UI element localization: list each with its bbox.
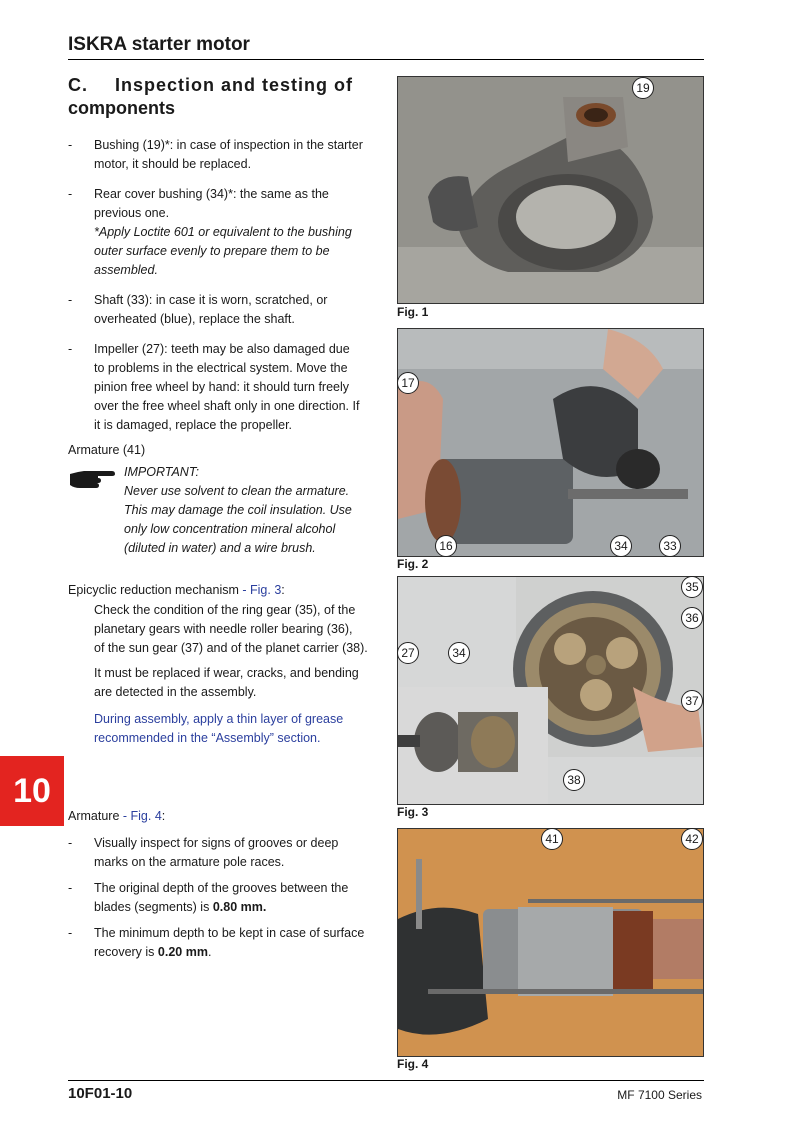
figure-2-photo (397, 328, 704, 557)
callout-17: 17 (397, 372, 419, 394)
epicyclic-paragraph-3 (94, 710, 376, 748)
bullet-dash: - (68, 836, 73, 850)
epicyclic-paragraph-1 (94, 601, 376, 658)
starter-housing-illustration (398, 77, 703, 303)
text-line: This may damage the coil insulation. Use (124, 503, 352, 517)
callout-27: 27 (397, 642, 419, 664)
text-span: recovery is (94, 945, 158, 959)
callout-34: 34 (610, 535, 632, 557)
text-line (94, 943, 376, 962)
callout-38: 38 (563, 769, 585, 791)
important-title: IMPORTANT: (124, 465, 199, 479)
starter-motor-illustration (398, 329, 703, 556)
bullet-shaft (94, 291, 376, 329)
text-line: pinion free wheel by hand: it should turn freely (94, 380, 350, 394)
bullet-minimum-depth (94, 924, 376, 962)
text-span: blades (segments) is (94, 900, 213, 914)
fig4-reference-link[interactable]: - Fig. 4 (119, 809, 162, 823)
armature-heading: Armature (41) (68, 443, 146, 457)
bullet-dash: - (68, 342, 73, 356)
callout-19: 19 (632, 77, 654, 99)
text-line: outer surface evenly to prepare them to be (94, 244, 330, 258)
text-line: it is damaged, replace the propeller. (94, 418, 293, 432)
fig3-reference-link[interactable]: - Fig. 3 (238, 583, 282, 597)
figure-1-caption: Fig. 1 (397, 305, 429, 319)
callout-37: 37 (681, 690, 703, 712)
epicyclic-paragraph-2 (94, 664, 376, 702)
bullet-impeller (94, 340, 376, 435)
pointing-hand-icon (68, 468, 116, 490)
text-line: marks on the armature pole races. (94, 855, 285, 869)
text-line: recommended in the “Assembly” section. (94, 731, 321, 745)
depth-value: 0.20 mm (157, 945, 208, 959)
text-line: only low concentration mineral alcohol (124, 522, 336, 536)
text-line: to problems in the electrical system. Move the (94, 361, 348, 375)
armature-fig4-heading (68, 807, 368, 826)
section-title-line2: components (68, 98, 176, 118)
text-line: Impeller (27): teeth may be also damaged due (94, 342, 350, 356)
figure-3-caption: Fig. 3 (397, 805, 429, 819)
bullet-dash: - (68, 293, 73, 307)
text-line: of the sun gear (37) and of the planet carrier (38). (94, 641, 368, 655)
callout-33: 33 (659, 535, 681, 557)
text-line: Visually inspect for signs of grooves or deep (94, 836, 339, 850)
callout-42: 42 (681, 828, 703, 850)
text-line: Shaft (33): in case it is worn, scratched, or (94, 293, 328, 307)
text-line: The original depth of the grooves between the (94, 881, 349, 895)
text-line (94, 898, 376, 917)
text-line: *Apply Loctite 601 or equivalent to the bushing (94, 225, 352, 239)
figure-4-photo (397, 828, 704, 1057)
footer-series: MF 7100 Series (617, 1088, 702, 1102)
text-line: overheated (blue), replace the shaft. (94, 312, 295, 326)
text-span: . (207, 945, 212, 959)
text-line: The minimum depth to be kept in case of surface (94, 926, 365, 940)
text-line: previous one. (94, 206, 170, 220)
text-line: Check the condition of the ring gear (35), of the (94, 603, 356, 617)
epicyclic-heading (68, 581, 378, 600)
text-line: (diluted in water) and a wire brush. (124, 541, 316, 555)
important-block (124, 463, 376, 558)
figure-3-photo (397, 576, 704, 805)
footer-page-code: 10F01-10 (68, 1085, 133, 1102)
section-title (68, 74, 376, 120)
text-line: During assembly, apply a thin layer of grease (94, 712, 344, 726)
callout-34: 34 (448, 642, 470, 664)
bullet-dash: - (68, 926, 73, 940)
figure-4-caption: Fig. 4 (397, 1057, 429, 1071)
heading-text: Epicyclic reduction mechanism (68, 583, 239, 597)
text-line: motor, it should be replaced. (94, 157, 252, 171)
bullet-dash: - (68, 881, 73, 895)
page-header-title: ISKRA starter motor (68, 34, 250, 55)
section-title-line1: Inspection and testing of (115, 75, 354, 95)
text-line: Rear cover bushing (34)*: the same as the (94, 187, 329, 201)
bullet-dash: - (68, 187, 73, 201)
figure-2-caption: Fig. 2 (397, 557, 429, 571)
header-rule (68, 59, 704, 60)
text-line: are detected in the assembly. (94, 685, 257, 699)
text-line: over the free wheel shaft only in one direction. If (94, 399, 360, 413)
text-line: Never use solvent to clean the armature. (124, 484, 350, 498)
callout-41: 41 (541, 828, 563, 850)
callout-16: 16 (435, 535, 457, 557)
footer-rule (68, 1080, 704, 1081)
text-line: It must be replaced if wear, cracks, and bending (94, 666, 359, 680)
callout-36: 36 (681, 607, 703, 629)
heading-colon: : (281, 583, 285, 597)
bullet-visual-inspect (94, 834, 376, 872)
text-line: assembled. (94, 263, 158, 277)
epicyclic-gear-illustration (398, 577, 703, 804)
heading-colon: : (161, 809, 166, 823)
bullet-original-depth (94, 879, 376, 917)
armature-illustration (398, 829, 703, 1056)
text-line: planetary gears with needle roller bearing (36), (94, 622, 353, 636)
bullet-rear-cover (94, 185, 376, 280)
chapter-tab: 10 (0, 756, 64, 826)
heading-text: Armature (68, 809, 120, 823)
text-line: Bushing (19)*: in case of inspection in the starter (94, 138, 363, 152)
figure-1-photo (397, 76, 704, 304)
callout-35: 35 (681, 576, 703, 598)
section-letter: C. (68, 75, 88, 95)
bullet-dash: - (68, 138, 73, 152)
depth-value: 0.80 mm. (212, 900, 267, 914)
bullet-bushing (94, 136, 376, 174)
